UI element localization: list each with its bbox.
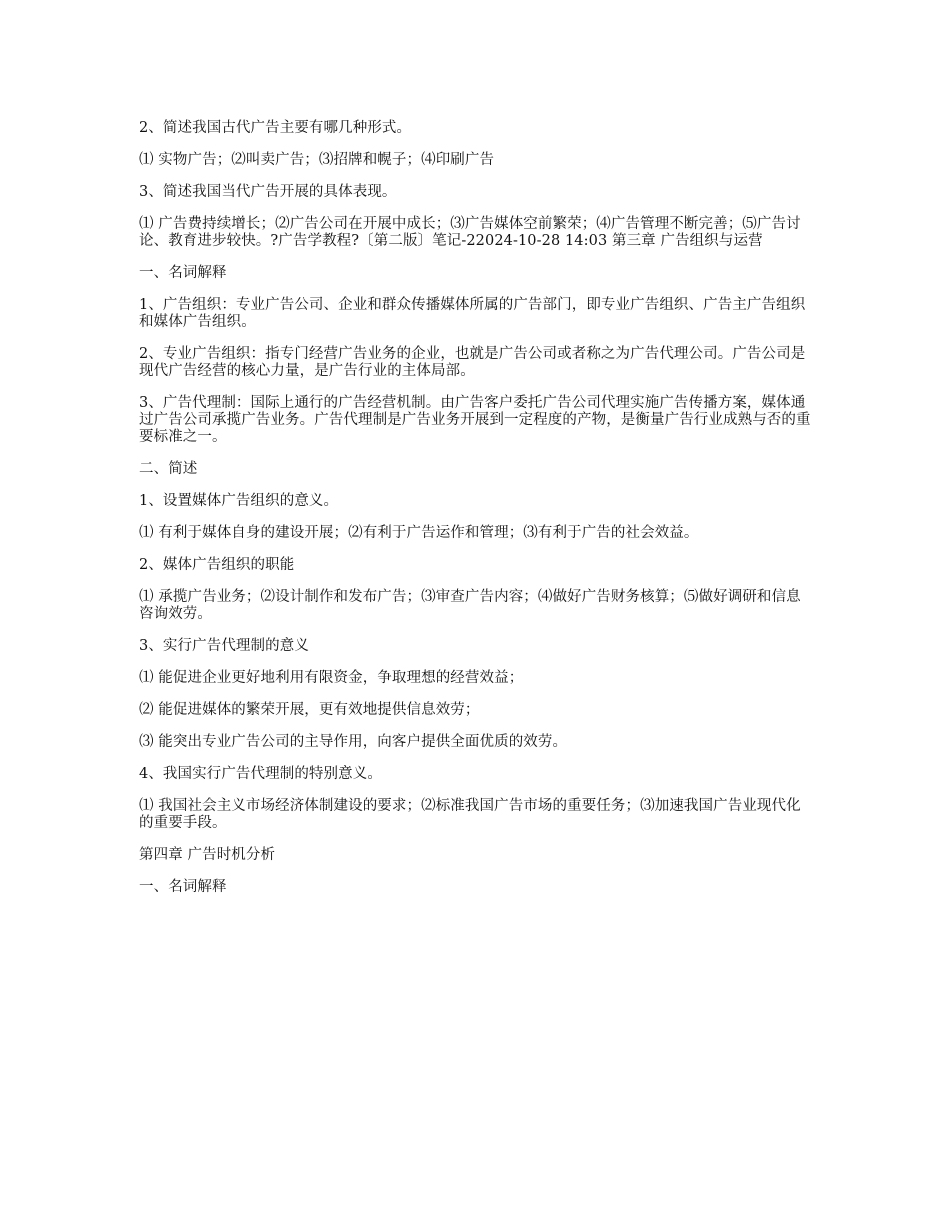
question-agency-system-significance: 3、实行广告代理制的意义 (139, 638, 309, 654)
answer-agency-system-special-significance: ⑴ 我国社会主义市场经济体制建设的要求；⑵标准我国广告市场的重要任务；⑶加速我国广告业现代化的重要手段。 (139, 798, 801, 831)
section-heading-brief: 二、简述 (139, 461, 198, 477)
answer-modern-ad-development: ⑴ 广告费持续增长；⑵广告公司在开展中成长；⑶广告媒体空前繁荣；⑷广告管理不断完善；⑸广告讨论、教育进步较快。?广告学教程?〔第二版〕笔记-22024-10-28 14:03 第三章 广告组织与运营 (139, 216, 801, 249)
question-media-ad-org-functions: 2、媒体广告组织的职能 (139, 557, 295, 573)
term-professional-ad-organization: 2、专业广告组织：指专门经营广告业务的企业，也就是广告公司或者称之为广告代理公司。广告公司是现代广告经营的核心力量，是广告行业的主体局部。 (139, 346, 806, 379)
answer-agency-system-point-1: ⑴ 能促进企业更好地利用有限资金，争取理想的经营效益； (139, 670, 524, 686)
answer-agency-system-point-3: ⑶ 能突出专业广告公司的主导作用，向客户提供全面优质的效劳。 (139, 734, 568, 750)
question-ancient-ad-forms: 2、简述我国古代广告主要有哪几种形式。 (139, 120, 412, 136)
section-heading-terms: 一、名词解释 (139, 265, 227, 281)
question-modern-ad-development: 3、简述我国当代广告开展的具体表现。 (139, 184, 397, 200)
chapter-heading-4: 第四章 广告时机分析 (139, 847, 276, 863)
answer-ancient-ad-forms: ⑴ 实物广告；⑵叫卖广告；⑶招牌和幌子；⑷印刷广告 (139, 152, 495, 168)
term-ad-agency-system: 3、广告代理制：国际上通行的广告经营机制。由广告客户委托广告公司代理实施广告传播方案，媒体通过广告公司承揽广告业务。广告代理制是广告业务开展到一定程度的产物，是衡量广告行业成熟与否的重要标准之一。 (139, 395, 811, 445)
answer-agency-system-point-2: ⑵ 能促进媒体的繁荣开展，更有效地提供信息效劳； (139, 702, 480, 718)
question-media-ad-org-significance: 1、设置媒体广告组织的意义。 (139, 493, 339, 509)
document-page (139, 120, 811, 911)
question-agency-system-special-significance: 4、我国实行广告代理制的特别意义。 (139, 766, 382, 782)
section-heading-terms-2: 一、名词解释 (139, 879, 227, 895)
answer-media-ad-org-functions: ⑴ 承揽广告业务；⑵设计制作和发布广告；⑶审查广告内容；⑷做好广告财务核算；⑸做好调研和信息咨询效劳。 (139, 589, 801, 622)
term-ad-organization: 1、广告组织：专业广告公司、企业和群众传播媒体所属的广告部门，即专业广告组织、广告主广告组织和媒体广告组织。 (139, 297, 806, 330)
answer-media-ad-org-significance: ⑴ 有利于媒体自身的建设开展；⑵有利于广告运作和管理；⑶有利于广告的社会效益。 (139, 525, 699, 541)
